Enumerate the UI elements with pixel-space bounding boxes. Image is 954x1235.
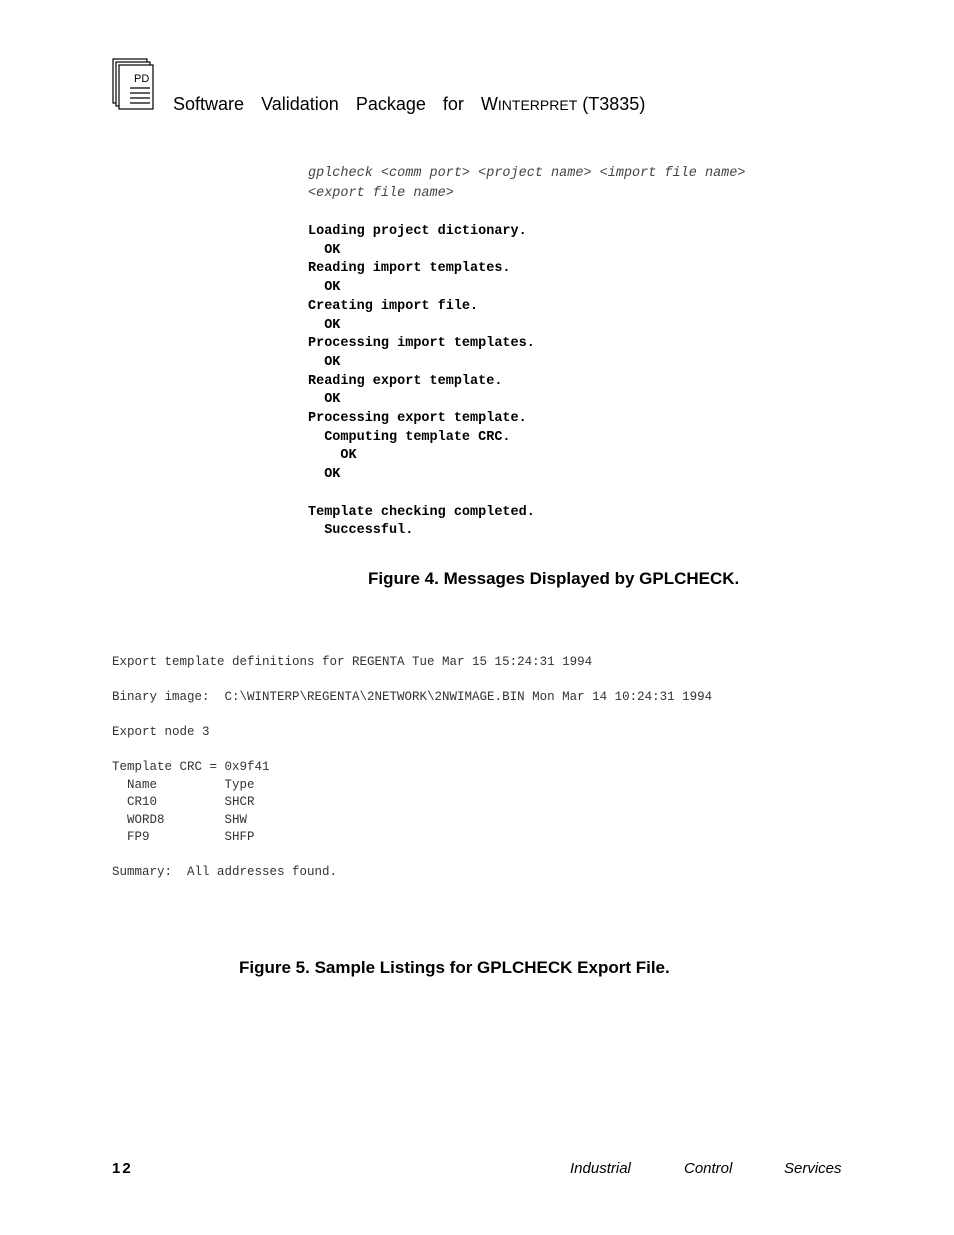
page-header-title (173, 94, 645, 115)
footer-word: Industrial (570, 1160, 631, 1177)
header-word: Validation (261, 94, 339, 114)
header-word: Software (173, 94, 245, 114)
footer-word: Services (784, 1160, 842, 1177)
page-number: 12 (112, 1160, 133, 1177)
product-code: (T3835) (582, 94, 646, 114)
header-word: Package (355, 94, 426, 114)
logo-text: PD (134, 73, 150, 85)
header-word: for (442, 94, 464, 114)
product-name-initial: W (480, 94, 498, 114)
gplcheck-messages: Loading project dictionary. OK Reading import templates. OK Creating import file. OK Processing import templates. OK Reading export template. OK Processing export template. Computing template CRC. OK OK Template checking completed. Successful. (308, 224, 535, 539)
export-file-listing: Export template definitions for REGENTA Tue Mar 15 15:24:31 1994 Binary image: C:\WINTERP\REGENTA\2NETWORK\2NWIMAGE.BIN Mon Mar 14 10:24:31 1994 Export node 3 Template CRC = 0x9f41 Name Type CR10 SHCR WORD8 SHW FP9 SHFP Summary: All addresses found. (112, 655, 713, 879)
footer-word: Control (684, 1160, 733, 1177)
product-name-rest: INTERPRET (497, 97, 578, 113)
figure-5-caption: Figure 5. Sample Listings for GPLCHECK Export File. (239, 958, 670, 977)
figure-4-caption: Figure 4. Messages Displayed by GPLCHECK. (368, 569, 740, 588)
command-syntax: gplcheck <comm port> <project name> <import file name> <export file name> (308, 166, 746, 201)
document-stack-logo-icon (112, 58, 156, 112)
